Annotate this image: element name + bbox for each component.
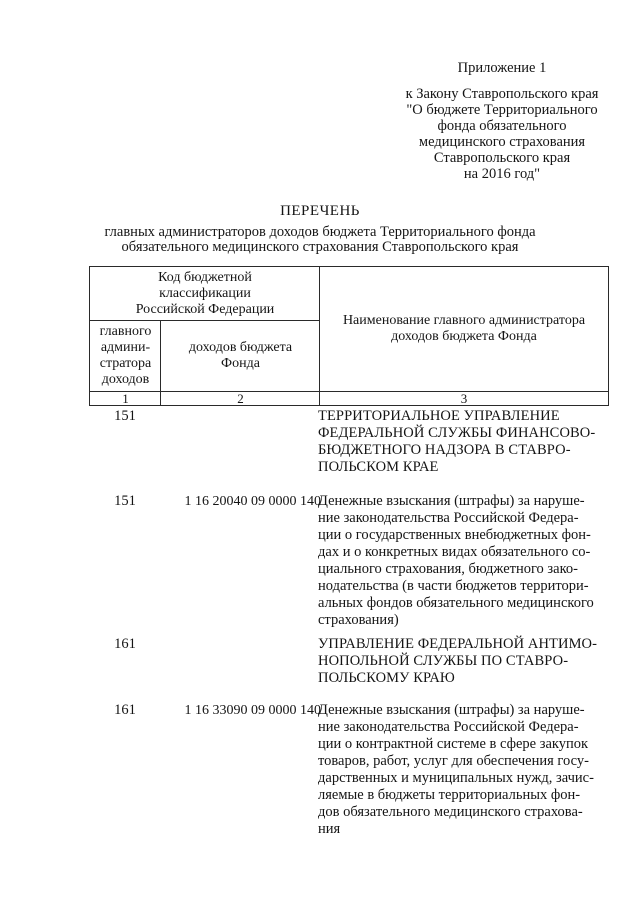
admin-code-cell: 161 <box>114 636 136 652</box>
name-line: товаров, работ, услуг для обеспечения госу- <box>318 753 589 769</box>
header-name-cell <box>319 266 609 392</box>
name-line: ТЕРРИТОРИАЛЬНОЕ УПРАВЛЕНИЕ <box>318 408 560 424</box>
name-line: ции о контрактной системе в сфере закупок <box>318 736 589 752</box>
subtitle-line: главных администраторов доходов бюджета Территориального фонда <box>104 224 536 240</box>
name-line: дов обязательного медицинского страхова- <box>318 804 583 820</box>
name-line: дарственных и муниципальных нужд, зачис- <box>318 770 594 786</box>
name-line: ции о государственных внебюджетных фон- <box>318 527 591 543</box>
name-line: Денежные взыскания (штрафы) за наруше- <box>318 493 585 509</box>
table-row <box>89 636 609 702</box>
header-number-2: 2 <box>160 391 320 406</box>
table-row <box>89 493 609 636</box>
appendix-line: медицинского страхования <box>418 134 586 150</box>
header-number-3: 3 <box>319 391 609 406</box>
document-subtitle <box>0 225 640 255</box>
header-admin-code-cell <box>89 320 161 392</box>
appendix-title: Приложение 1 <box>457 60 547 76</box>
appendix-line: Ставропольского края <box>433 150 571 166</box>
appendix-line: фонда обязательного <box>437 118 567 134</box>
table-body <box>89 408 609 842</box>
table-row <box>89 408 609 493</box>
name-line: страхования) <box>318 612 399 628</box>
header-number-1: 1 <box>89 391 161 406</box>
name-line: ПОЛЬСКОМУ КРАЮ <box>318 670 455 686</box>
name-line: ПОЛЬСКОМ КРАЕ <box>318 459 439 475</box>
header-income-code-cell <box>160 320 320 392</box>
name-line: ФЕДЕРАЛЬНОЙ СЛУЖБЫ ФИНАНСОВО- <box>318 425 596 441</box>
appendix-line: "О бюджете Территориального <box>406 102 598 118</box>
income-description-cell <box>318 702 602 838</box>
header-name-label: Наименование главного администратора доходов бюджета Фонда <box>342 313 586 344</box>
name-line: нодательства (в части бюджетов территори- <box>318 578 589 594</box>
header-group-label: Код бюджетной классификации Российской Федерации <box>135 269 275 317</box>
admin-code-cell: 161 <box>114 702 136 718</box>
header-group-cell <box>89 266 320 321</box>
name-line: ние законодательства Российской Федера- <box>318 719 579 735</box>
income-description-cell <box>318 493 602 629</box>
name-line: дах и о конкретных видах обязательного со- <box>318 544 591 560</box>
administrator-name-cell <box>318 408 602 476</box>
name-line: НОПОЛЬНОЙ СЛУЖБЫ ПО СТАВРО- <box>318 653 569 669</box>
name-line: УПРАВЛЕНИЕ ФЕДЕРАЛЬНОЙ АНТИМО- <box>318 636 598 652</box>
appendix-line: на 2016 год" <box>463 166 541 182</box>
header-admin-code-label: главного админи-стратора доходов <box>99 323 152 387</box>
appendix-line: к Закону Ставропольского края <box>405 86 599 102</box>
name-line: ляемые в бюджеты территориальных фон- <box>318 787 581 803</box>
subtitle-line: обязательного медицинского страхования Ставропольского края <box>121 239 519 255</box>
admin-code-cell: 151 <box>114 493 136 509</box>
income-code-cell: 1 16 20040 09 0000 140 <box>184 494 321 509</box>
table-header <box>89 266 609 406</box>
table-row <box>89 702 609 842</box>
header-income-code-label: доходов бюджета Фонда <box>188 339 293 371</box>
name-line: альных фондов обязательного медицинского <box>318 595 594 611</box>
name-line: ние законодательства Российской Федера- <box>318 510 579 526</box>
admin-code-cell: 151 <box>114 408 136 424</box>
name-line: циального страхования, бюджетного зако- <box>318 561 578 577</box>
appendix-block <box>392 60 612 182</box>
administrator-name-cell <box>318 636 602 687</box>
name-line: БЮДЖЕТНОГО НАДЗОРА В СТАВРО- <box>318 442 571 458</box>
name-line: Денежные взыскания (штрафы) за наруше- <box>318 702 585 718</box>
document-title: ПЕРЕЧЕНЬ <box>280 203 360 219</box>
income-code-cell: 1 16 33090 09 0000 140 <box>184 703 321 718</box>
name-line: ния <box>318 821 341 837</box>
